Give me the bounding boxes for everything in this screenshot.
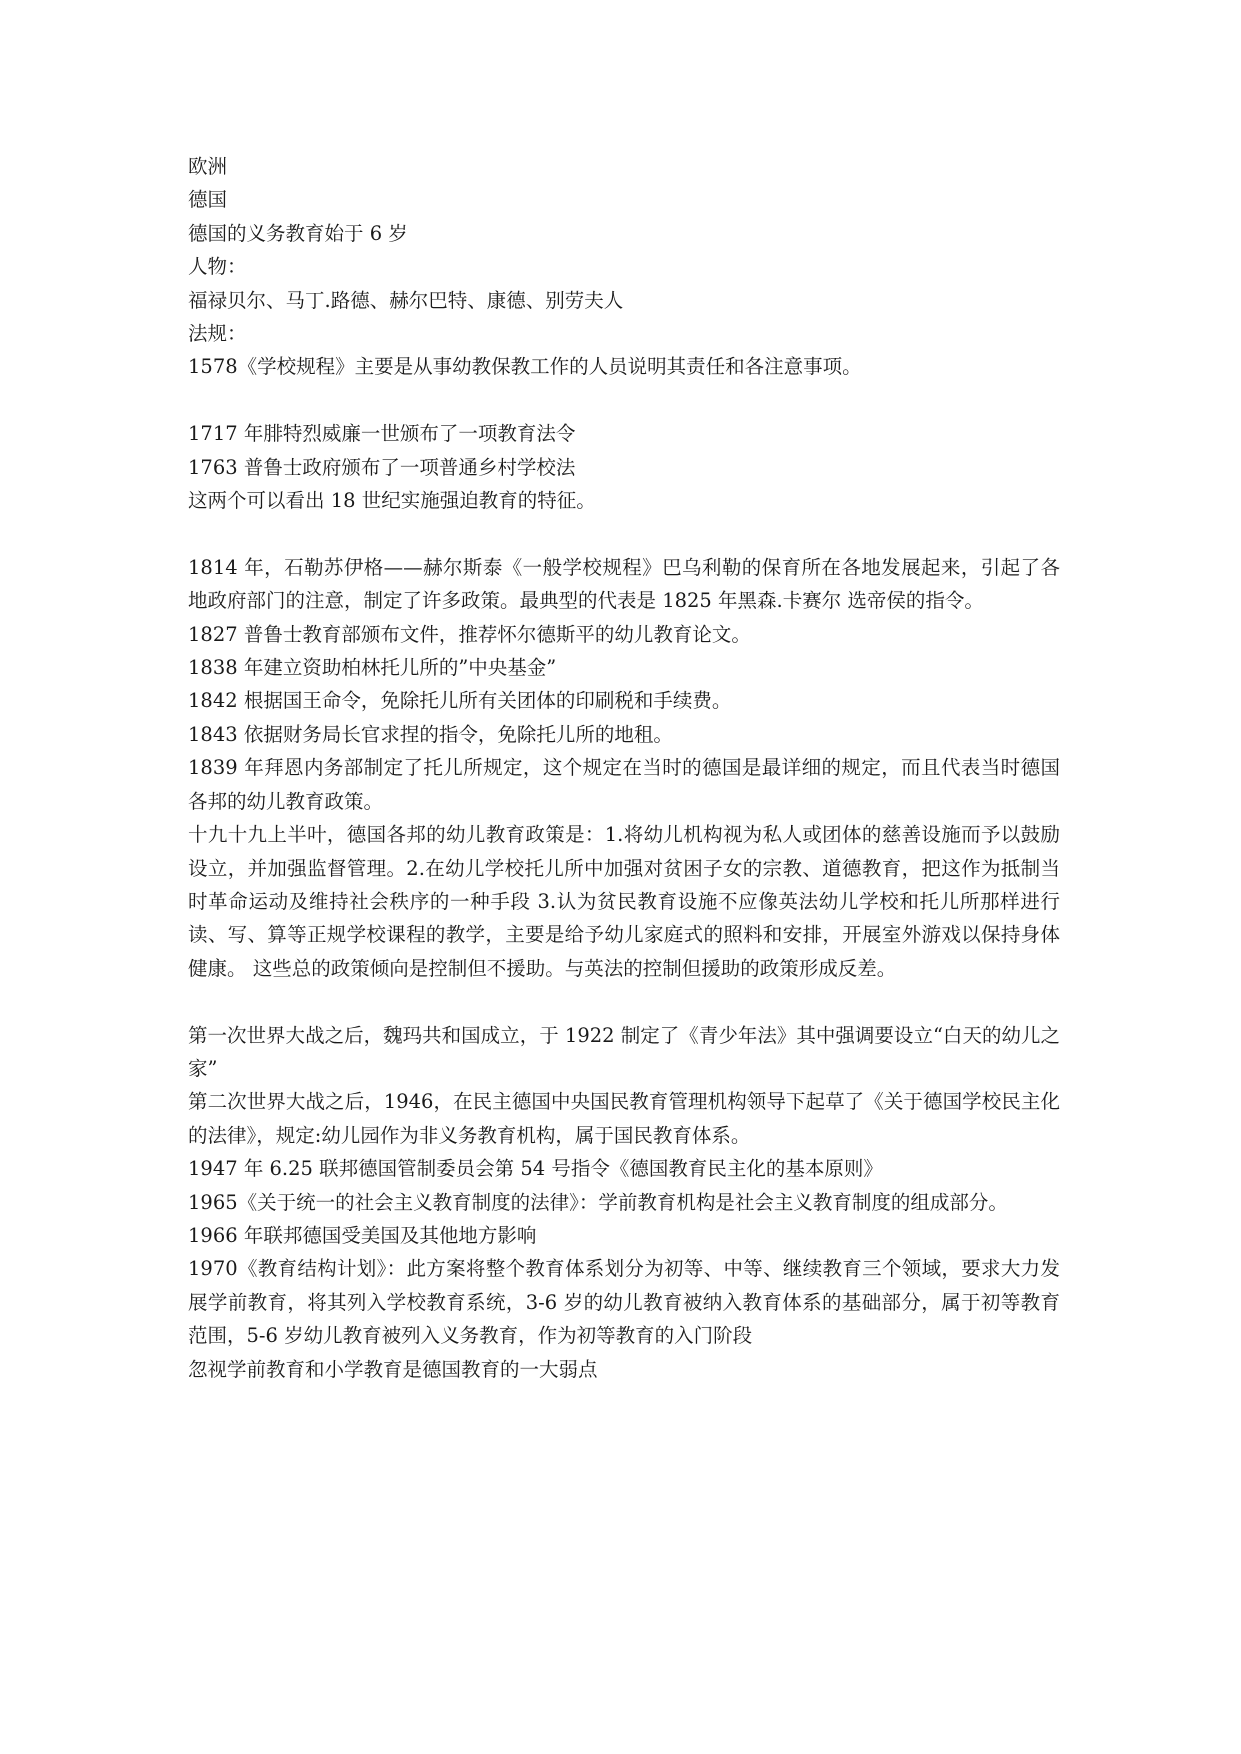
blank-line — [188, 985, 1060, 1018]
text-line: 忽视学前教育和小学教育是德国教育的一大弱点 — [188, 1357, 598, 1381]
label-people: 人物： — [188, 255, 247, 279]
heading-germany: 德国 — [188, 188, 228, 212]
text-line: 1947 年 6.25 联邦德国管制委员会第 54 号指令《德国教育民主化的基本原则》 — [188, 1157, 883, 1181]
paragraph: 十九十九上半叶，德国各邦的幼儿教育政策是：1.将幼儿机构视为私人或团体的慈善设施而予以鼓励设立，并加强监督管理。2.在幼儿学校托儿所中加强对贫困子女的宗教、道德教育，把这作为抵制当时革命运动及维持社会秩序的一种手段 3.认为贫民教育设施不应像英法幼儿学校和托儿所那样进行读、写、算等正规学校课程的教学，主要是给予幼儿家庭式的照料和安排，开展室外游戏以保持身体健康。 这些总的政策倾向是控制但不援助。与英法的控制但援助的政策形成反差。 — [188, 823, 1060, 980]
paragraph: 第二次世界大战之后，1946，在民主德国中央国民教育管理机构领导下起草了《关于德国学校民主化的法律》，规定:幼儿园作为非义务教育机构，属于国民教育体系。 — [188, 1090, 1060, 1147]
text-line: 这两个可以看出 18 世纪实施强迫教育的特征。 — [188, 489, 596, 513]
text-line: 1717 年腓特烈威廉一世颁布了一项教育法令 — [188, 422, 576, 446]
text-line: 福禄贝尔、马丁.路德、赫尔巴特、康德、别劳夫人 — [188, 288, 624, 312]
paragraph: 1839 年拜恩内务部制定了托儿所规定，这个规定在当时的德国是最详细的规定，而且代表当时德国各邦的幼儿教育政策。 — [188, 756, 1060, 813]
text-line: 1838 年建立资助柏林托儿所的”中央基金” — [188, 656, 557, 680]
paragraph: 第一次世界大战之后，魏玛共和国成立，于 1922 制定了《青少年法》其中强调要设立“白天的幼儿之家” — [188, 1023, 1060, 1080]
text-line: 1842 根据国王命令，免除托儿所有关团体的印刷税和手续费。 — [188, 689, 732, 713]
label-regulations: 法规： — [188, 322, 247, 346]
heading-europe: 欧洲 — [188, 155, 228, 178]
paragraph: 1814 年，石勒苏伊格——赫尔斯泰《一般学校规程》巴乌利勒的保育所在各地发展起来，引起了各地政府部门的注意，制定了许多政策。最典型的代表是 1825 年黑森.卡赛尔 选帝侯的指令。 — [188, 555, 1060, 613]
blank-line — [188, 517, 1060, 550]
text-line: 1966 年联邦德国受美国及其他地方影响 — [188, 1223, 537, 1247]
paragraph: 1970《教育结构计划》：此方案将整个教育体系划分为初等、中等、继续教育三个领域，要求大力发展学前教育，将其列入学校教育系统，3-6 岁的幼儿教育被纳入教育体系的基础部分，属于初等教育范围，5-6 岁幼儿教育被列入义务教育，作为初等教育的入门阶段 — [188, 1257, 1060, 1348]
text-line: 1827 普鲁士教育部颁布文件，推荐怀尔德斯平的幼儿教育论文。 — [188, 622, 751, 646]
document-body — [188, 150, 1060, 1386]
text-line: 1578《学校规程》主要是从事幼教保教工作的人员说明其责任和各注意事项。 — [188, 355, 862, 379]
text-line: 1763 普鲁士政府颁布了一项普通乡村学校法 — [188, 455, 576, 479]
text-line: 德国的义务教育始于 6 岁 — [188, 221, 408, 245]
text-line: 1843 依据财务局长官求捏的指令，免除托儿所的地租。 — [188, 722, 673, 746]
blank-line — [188, 384, 1060, 417]
paragraph: 1965《关于统一的社会主义教育制度的法律》：学前教育机构是社会主义教育制度的组成部分。 — [188, 1190, 1008, 1214]
